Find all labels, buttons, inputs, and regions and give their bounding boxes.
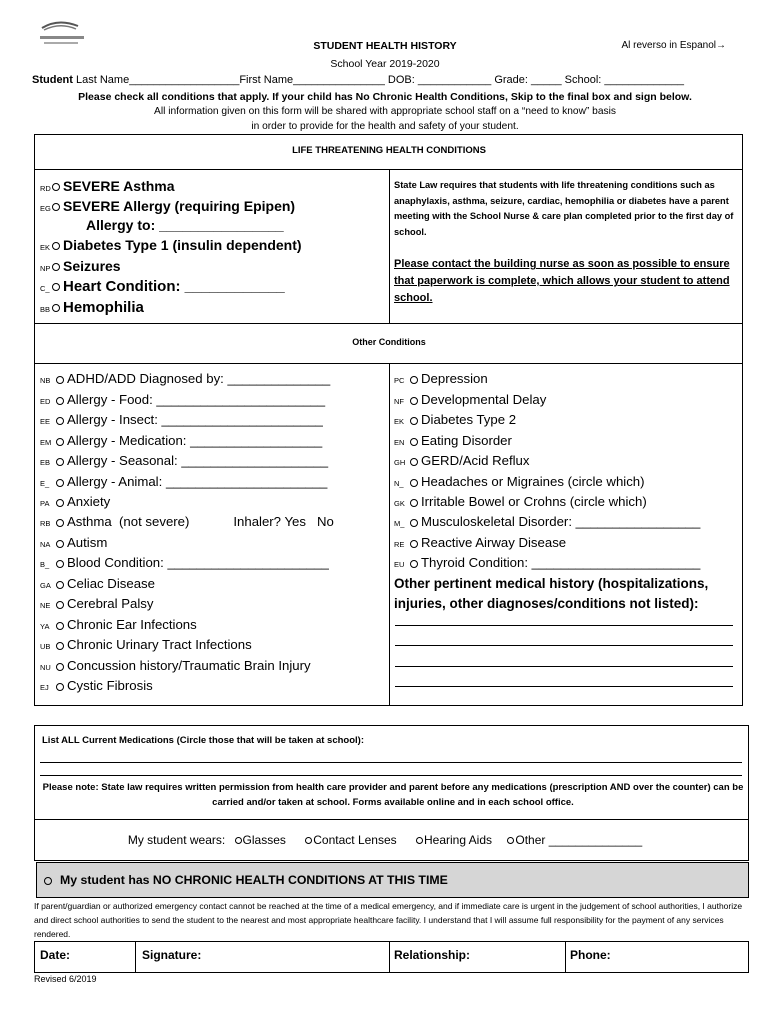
condition-code: NU — [40, 663, 51, 672]
condition-label: Hemophilia — [63, 299, 144, 316]
condition-ear-infections[interactable] — [40, 617, 197, 632]
condition-autism[interactable] — [40, 535, 107, 550]
condition-code: RB — [40, 519, 51, 528]
medications-heading: List ALL Current Medications (Circle those that will be taken at school): — [42, 735, 364, 746]
condition-blood[interactable] — [40, 555, 329, 570]
school-year: School Year 2019-2020 — [330, 58, 440, 70]
checkbox-circle-icon[interactable] — [52, 203, 60, 211]
condition-label: Anxiety — [67, 494, 111, 509]
condition-diabetes-type2[interactable] — [394, 412, 516, 427]
date-field[interactable]: Date: — [40, 948, 71, 962]
checkbox-circle-icon[interactable] — [56, 397, 64, 405]
condition-seizures[interactable] — [40, 258, 121, 274]
condition-label: Developmental Delay — [421, 392, 547, 407]
checkbox-circle-icon[interactable] — [56, 560, 64, 568]
student-info-line[interactable] — [32, 74, 684, 86]
divider — [135, 941, 136, 973]
condition-code: EM — [40, 438, 52, 447]
condition-cerebral-palsy[interactable] — [40, 596, 154, 611]
checkbox-circle-icon[interactable] — [52, 242, 60, 250]
no-chronic-label: My student has NO CHRONIC HEALTH CONDITIONS AT THIS TIME — [60, 873, 448, 887]
condition-eating-disorder[interactable] — [394, 433, 512, 448]
condition-code: EK — [394, 417, 405, 426]
checkbox-circle-icon[interactable] — [56, 663, 64, 671]
condition-code: EB — [40, 458, 51, 467]
checkbox-circle-icon[interactable] — [410, 519, 418, 527]
condition-severe-allergy[interactable] — [40, 198, 295, 214]
condition-label: Diabetes Type 2 — [421, 412, 517, 427]
checkbox-circle-icon[interactable] — [410, 458, 418, 466]
other-history-line[interactable] — [395, 666, 733, 667]
checkbox-circle-icon[interactable] — [410, 499, 418, 507]
revised-date: Revised 6/2019 — [34, 974, 97, 984]
condition-code: YA — [40, 622, 50, 631]
condition-label: Allergy - Food: _______________________ — [67, 392, 326, 407]
student-fields[interactable]: Last Name__________________First Name_______________ DOB: ____________ Grade: _____ School: _____________ — [72, 74, 684, 86]
checkbox-circle-icon[interactable] — [44, 877, 52, 885]
condition-label: ADHD/ADD Diagnosed by: ______________ — [67, 371, 331, 386]
condition-gerd[interactable] — [394, 453, 529, 468]
checkbox-circle-icon[interactable] — [56, 499, 64, 507]
condition-concussion[interactable] — [40, 658, 311, 673]
condition-allergy-medication[interactable] — [40, 433, 322, 448]
condition-code: EE — [40, 417, 51, 426]
student-wears-row — [0, 833, 770, 847]
checkbox-circle-icon[interactable] — [410, 438, 418, 446]
condition-musculoskeletal[interactable] — [394, 514, 700, 529]
condition-code: NP — [40, 264, 51, 273]
contact-nurse-text: Please contact the building nurse as soon as possible to ensure that paperwork is complete, which allows your student to attend school. — [394, 258, 730, 304]
condition-diabetes-type1[interactable] — [40, 237, 302, 253]
checkbox-circle-icon[interactable] — [56, 376, 64, 384]
condition-uti[interactable] — [40, 637, 252, 652]
divider — [34, 819, 749, 820]
condition-label: Musculoskeletal Disorder: _________________ — [421, 514, 701, 529]
medication-note: Please note: State law requires written permission from health care provider and parent before any medications (prescription AND over the counter) can be carried and/or taken at school. Forms available online and in each school office. — [42, 782, 744, 808]
condition-code: RE — [394, 540, 405, 549]
signature-field[interactable]: Signature: — [142, 948, 202, 962]
instructions: Please check all conditions that apply. If your child has No Chronic Health Conditions, Skip to the final box and sign below. — [78, 91, 692, 103]
spanish-version-note: Al reverso in Espanol→ — [621, 40, 726, 51]
divider — [389, 169, 390, 323]
condition-label: Eating Disorder — [421, 433, 512, 448]
condition-code: NE — [40, 601, 51, 610]
other-history-line[interactable] — [395, 645, 733, 646]
condition-label: Allergy - Insect: ______________________ — [67, 412, 323, 427]
hearing-aids-checkbox-icon[interactable] — [416, 837, 423, 844]
checkbox-circle-icon[interactable] — [410, 560, 418, 568]
checkbox-circle-icon[interactable] — [56, 601, 64, 609]
condition-label: Chronic Urinary Tract Infections — [67, 637, 252, 652]
condition-allergy-food[interactable] — [40, 392, 325, 407]
info-line-2: in order to provide for the health and safety of your student. — [251, 121, 519, 132]
condition-label: GERD/Acid Reflux — [421, 453, 530, 468]
condition-label: Allergy - Animal: ______________________ — [67, 474, 328, 489]
condition-reactive-airway[interactable] — [394, 535, 566, 550]
other-conditions-heading: Other Conditions — [352, 337, 426, 347]
condition-code: NB — [40, 376, 51, 385]
condition-depression[interactable] — [394, 371, 488, 386]
checkbox-circle-icon[interactable] — [56, 683, 64, 691]
divider — [565, 941, 566, 973]
condition-label: Allergy - Seasonal: ____________________ — [67, 453, 329, 468]
condition-label: Allergy to: ________________ — [86, 217, 284, 233]
condition-code: GH — [394, 458, 406, 467]
checkbox-circle-icon[interactable] — [56, 458, 64, 466]
condition-celiac[interactable] — [40, 576, 155, 591]
other-history-line[interactable] — [395, 686, 733, 687]
condition-hemophilia[interactable] — [40, 299, 144, 316]
emergency-disclaimer: If parent/guardian or authorized emergency contact cannot be reached at the time of a medical emergency, and if immediate care is urgent in the judgement of school authorities, I authorize and direct school authorities to send the student to the nearest and most appropriate healthcare facility. I understand that I will assume full responsibility for the payment of any services rendered. — [34, 901, 743, 939]
condition-allergy-seasonal[interactable] — [40, 453, 328, 468]
checkbox-circle-icon[interactable] — [410, 540, 418, 548]
condition-code: RD — [40, 184, 51, 193]
checkbox-circle-icon[interactable] — [52, 283, 60, 291]
condition-label: Chronic Ear Infections — [67, 617, 197, 632]
condition-label: Autism — [67, 535, 108, 550]
condition-asthma[interactable] — [40, 514, 334, 529]
condition-code: BB — [40, 305, 51, 314]
form-title: STUDENT HEALTH HISTORY — [313, 40, 457, 52]
condition-thyroid[interactable] — [394, 555, 700, 570]
checkbox-circle-icon[interactable] — [56, 417, 64, 425]
other-wears-field[interactable]: Other ______________ — [515, 833, 643, 847]
other-history-line[interactable] — [395, 625, 733, 626]
condition-label: Allergy - Medication: __________________ — [67, 433, 323, 448]
condition-severe-asthma[interactable] — [40, 178, 175, 194]
phone-field[interactable]: Phone: — [570, 948, 611, 962]
condition-adhd[interactable] — [40, 371, 330, 386]
glasses-checkbox-icon[interactable] — [235, 837, 242, 844]
condition-label: Depression — [421, 371, 488, 386]
condition-ibs[interactable] — [394, 494, 647, 509]
checkbox-circle-icon[interactable] — [410, 479, 418, 487]
divider — [34, 323, 743, 324]
condition-label: Reactive Airway Disease — [421, 535, 567, 550]
life-threatening-heading: LIFE THREATENING HEALTH CONDITIONS — [292, 145, 486, 156]
condition-label: Irritable Bowel or Crohns (circle which) — [421, 494, 647, 509]
condition-code: M_ — [394, 519, 405, 528]
checkbox-circle-icon[interactable] — [56, 479, 64, 487]
state-law-text: State Law requires that students with life threatening conditions such as anaphylaxis, asthma, seizure, cardiac, hemophilia or diabetes have a parent meeting with the School Nurse & care plan completed prior to the first day of school. — [394, 180, 734, 237]
other-history-heading: Other pertinent medical history (hospitalizations, injuries, other diagnoses/conditions not listed): — [394, 576, 709, 611]
condition-code: UB — [40, 642, 51, 651]
condition-heart[interactable] — [40, 278, 285, 295]
divider — [389, 941, 390, 973]
hearing-aids-label: Hearing Aids — [423, 833, 493, 847]
condition-code: N_ — [394, 479, 404, 488]
checkbox-circle-icon[interactable] — [410, 417, 418, 425]
condition-label: Celiac Disease — [67, 576, 155, 591]
condition-code: EU — [394, 560, 405, 569]
checkbox-circle-icon[interactable] — [52, 183, 60, 191]
contacts-label: Contact Lenses — [313, 833, 397, 847]
condition-label: Blood Condition: ______________________ — [67, 555, 329, 570]
checkbox-circle-icon[interactable] — [410, 397, 418, 405]
condition-code: B_ — [40, 560, 50, 569]
condition-code: C_ — [40, 284, 50, 293]
medication-line[interactable] — [40, 762, 742, 763]
condition-label: SEVERE Allergy (requiring Epipen) — [63, 198, 296, 214]
condition-label: Cerebral Palsy — [67, 596, 154, 611]
checkbox-circle-icon[interactable] — [56, 519, 64, 527]
condition-label: Heart Condition: ____________ — [63, 278, 285, 295]
condition-code: ED — [40, 397, 51, 406]
condition-label: Asthma (not severe) Inhaler? Yes No — [67, 514, 334, 529]
checkbox-circle-icon[interactable] — [52, 304, 60, 312]
other-checkbox-icon[interactable] — [507, 837, 514, 844]
condition-label: Concussion history/Traumatic Brain Injury — [67, 658, 311, 673]
condition-anxiety[interactable] — [40, 494, 110, 509]
condition-code: GA — [40, 581, 51, 590]
condition-developmental-delay[interactable] — [394, 392, 546, 407]
wears-label: My student wears: — [127, 833, 226, 847]
condition-label: Thyroid Condition: _______________________ — [421, 555, 701, 570]
glasses-label: Glasses — [242, 833, 286, 847]
condition-code: EK — [40, 243, 51, 252]
condition-code: EJ — [40, 683, 49, 692]
condition-code: EG — [40, 204, 51, 213]
checkbox-circle-icon[interactable] — [410, 376, 418, 384]
relationship-field[interactable]: Relationship: — [394, 948, 471, 962]
student-label: Student — [32, 74, 73, 86]
checkbox-circle-icon[interactable] — [56, 540, 64, 548]
condition-code: PA — [40, 499, 50, 508]
condition-code: NA — [40, 540, 51, 549]
condition-label: Seizures — [63, 258, 121, 274]
condition-allergy-insect[interactable] — [40, 412, 323, 427]
condition-label: SEVERE Asthma — [63, 178, 175, 194]
checkbox-circle-icon[interactable] — [52, 263, 60, 271]
no-chronic-option[interactable] — [44, 873, 448, 887]
contacts-checkbox-icon[interactable] — [305, 837, 312, 844]
condition-label: Cystic Fibrosis — [67, 678, 153, 693]
condition-label: Diabetes Type 1 (insulin dependent) — [63, 237, 302, 253]
condition-code: NF — [394, 397, 404, 406]
checkbox-circle-icon[interactable] — [56, 581, 64, 589]
divider — [389, 363, 390, 706]
checkbox-circle-icon[interactable] — [56, 622, 64, 630]
checkbox-circle-icon[interactable] — [56, 642, 64, 650]
condition-code: PC — [394, 376, 405, 385]
condition-allergy-animal[interactable] — [40, 474, 327, 489]
condition-code: GK — [394, 499, 405, 508]
condition-headaches[interactable] — [394, 474, 645, 489]
medication-line[interactable] — [40, 775, 742, 776]
info-line-1: All information given on this form will be shared with appropriate school staff on a “need to know” basis — [154, 106, 616, 117]
condition-code: EN — [394, 438, 405, 447]
allergy-to-field[interactable] — [86, 217, 284, 233]
checkbox-circle-icon[interactable] — [56, 438, 64, 446]
condition-label: Headaches or Migraines (circle which) — [421, 474, 645, 489]
condition-code: E_ — [40, 479, 50, 488]
condition-cystic-fibrosis[interactable] — [40, 678, 153, 693]
